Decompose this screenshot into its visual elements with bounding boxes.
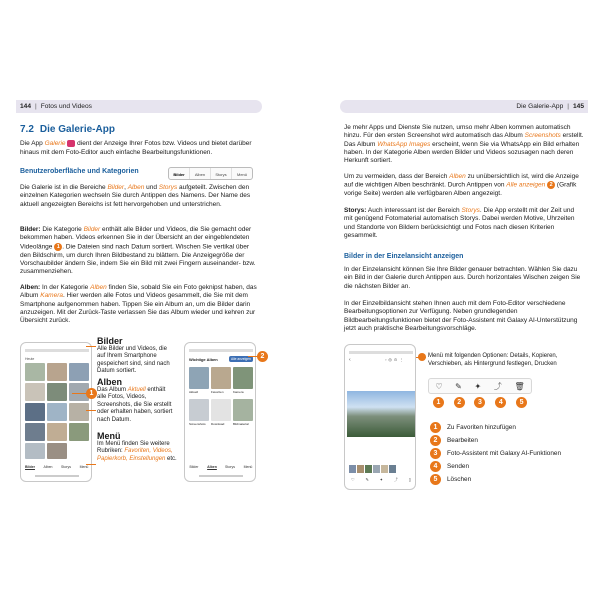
callout-menu [97, 433, 179, 463]
phone-tab-bilder[interactable]: Bilder [25, 465, 35, 469]
photo-thumbnail [47, 423, 67, 441]
tabstrip-item: Menü [236, 172, 247, 177]
callout-bilder [97, 338, 175, 376]
album-label: Kamera [233, 390, 244, 394]
label-storys: Storys: [344, 207, 367, 214]
paragraph-bilder [20, 226, 260, 277]
album-label: Bildmaterial [233, 422, 249, 426]
term-alben: Alben [90, 284, 107, 291]
phone-tab-alben[interactable]: Alben [43, 465, 53, 469]
trash-icon[interactable]: 🗑 [514, 381, 525, 391]
text: . Die Dateien sind nach Datum sortiert. Wischen Sie vertikal über den Bildschirm, um durch Ihren Bildbestand zu blättern. Die Anzeigegröße der Vorschaubilder ändern Sie, indem Sie ein Bild mit zwei Fingern auseinander- bzw. zusammenziehen. [20, 243, 256, 276]
pencil-icon[interactable]: ✎ [365, 477, 369, 482]
sparkle-icon[interactable]: ✦ [474, 381, 482, 391]
legend-text: Zu Favoriten hinzufügen [447, 424, 516, 431]
heart-icon[interactable]: ♡ [351, 477, 355, 482]
marker-2: 2 [257, 351, 268, 362]
text: aufgeteilt. Zwischen den einzelnen Kategorien wechseln Sie durch Antippen des Namens. Der Name des aktuell angezeigten Bereichs ist fett hervorgehoben und unterstrichen. [20, 184, 251, 208]
intro-text-a: Die App [20, 140, 45, 148]
heart-icon[interactable]: ♡ [435, 381, 443, 391]
connector-line [72, 393, 86, 394]
term-alle-anzeigen: Alle anzeigen [506, 182, 546, 190]
filmstrip [349, 465, 396, 473]
photo-thumbnail [47, 383, 67, 401]
text: zu unübersichtlich ist, wird die Anzeige auf die wichtigen Alben beschränkt. Durch Antippen von [344, 173, 579, 190]
text: erscheint, wenn Sie via WhatsApp ein Bild erhalten haben. In der Kategorie Alben werden Bilder und Videos sozusagen nach deren Herkunft sortiert. [344, 140, 580, 165]
paragraph-alle-anzeigen [344, 173, 584, 199]
photo-thumbnail [25, 363, 45, 381]
text: Die Kategorie [40, 226, 84, 233]
right-page-number: 145 [572, 103, 584, 110]
photo-thumbnail [25, 403, 45, 421]
film-thumb[interactable] [373, 465, 380, 473]
text: Je mehr Apps und Dienste Sie nutzen, umso mehr Alben kommen automatisch hinzu. Für den ersten Screenshot wird automatisch das Album [344, 124, 571, 140]
paragraph-apps-dienste [344, 124, 584, 165]
connector-line [248, 356, 257, 357]
film-thumb[interactable] [365, 465, 372, 473]
label-bilder: Bilder: [20, 226, 41, 233]
paragraph-bereiche [20, 184, 260, 209]
phone-tab-bilder[interactable]: Bilder [189, 465, 199, 469]
term-storys: Storys [461, 207, 480, 214]
tabstrip-item: Storys [211, 168, 232, 179]
legend-text: Foto-Assistent mit Galaxy AI-Funktionen [447, 450, 562, 457]
term-storys: Storys [158, 184, 178, 191]
icon-legend [430, 421, 590, 486]
film-thumb[interactable] [389, 465, 396, 473]
term-screenshots: Screenshots [524, 132, 561, 140]
phone-tab-storys[interactable]: Storys [61, 465, 71, 469]
subheading-benutzeroberflaeche: Benutzeroberfläche und Kategorien [20, 168, 139, 175]
phone-tab-storys[interactable]: Storys [225, 465, 235, 469]
share-icon[interactable]: ⤴ [493, 381, 502, 391]
term-bilder: Bilder [107, 184, 125, 191]
album-cover[interactable] [211, 399, 231, 421]
share-icon[interactable]: ⤴ [393, 477, 398, 482]
legend-text: Löschen [447, 476, 472, 483]
section-label-heute: Heute [25, 357, 35, 361]
text: erstellt. Das Album [344, 132, 584, 148]
toolbar-icons[interactable]: ▫◎⊙⋮ [385, 357, 406, 362]
icon-number-row [428, 397, 532, 408]
subheading-einzelansicht: Bilder in der Einzelansicht anzeigen [344, 253, 464, 260]
phone-screenshot-alben [184, 342, 256, 482]
intro-text-b: dient der Anzeige Ihrer Fotos bzw. Videos und bietet darüber hinaus mit dem Foto-Editor auch einfache Bearbeitungsfunktionen. [20, 140, 252, 156]
status-bar [25, 349, 89, 352]
callout-title: Bilder [97, 336, 123, 346]
section-title-text: Die Galerie-App [39, 124, 115, 135]
term-alben: Alben [449, 173, 466, 180]
sparkle-icon[interactable]: ✦ [379, 477, 384, 482]
back-arrow-icon[interactable]: ‹ [349, 357, 351, 363]
legend-text: Bearbeiten [447, 437, 478, 444]
text: enthält alle Bilder und Videos, die Sie gemacht oder bekommen haben. Videos erkennen Sie in der Übersicht an der eingeblendeten Videolänge [20, 226, 252, 251]
legend-item [430, 421, 590, 434]
legend-number: 2 [430, 435, 441, 446]
text: , [124, 184, 128, 191]
photo-thumbnail [47, 363, 67, 381]
text: Um zu vermeiden, dass der Bereich [344, 173, 450, 180]
phone-tab-menu[interactable]: Menü [79, 465, 89, 469]
text: etc. [165, 455, 177, 462]
paragraph-alben [20, 284, 260, 325]
photo-thumbnail [69, 363, 89, 381]
nav-bar [35, 475, 79, 477]
text: . Hier werden alle Fotos und Videos gesammelt, die Sie mit dem Smartphone aufgenommen haben. Tippen Sie ein Album an, um die Bilder darin anzuzeigen. Mit der Zurück-Taste verlassen Sie das Album wieder und kehren zur Übersicht zurück. [20, 292, 256, 325]
phone-actionbar [351, 477, 411, 483]
marker-1: 1 [54, 243, 62, 251]
tabstrip-item: Bilder [169, 168, 190, 179]
film-thumb[interactable] [381, 465, 388, 473]
phone-screenshot-bilder [20, 342, 92, 482]
marker-2: 2 [547, 181, 555, 189]
legend-text: Senden [447, 463, 470, 470]
album-cover[interactable] [233, 399, 253, 421]
legend-item [430, 460, 590, 473]
right-header-bar [340, 100, 588, 113]
legend-item [430, 447, 590, 460]
album-cover[interactable] [189, 367, 209, 389]
callout-alben [97, 379, 175, 425]
menu-options-callout: Menü mit folgenden Optionen: Details, Kopieren, Verschieben, als Hintergrund festlegen, Drucken [428, 353, 558, 367]
phone-tabbar [21, 465, 92, 469]
section-title [20, 124, 115, 135]
album-cover[interactable] [211, 367, 231, 389]
text: Die Galerie ist in die Bereiche [20, 184, 108, 191]
label-alben: Alben: [20, 284, 41, 291]
text: (Grafik vorige Seite) werden alle verfügbaren Alben angezeigt. [344, 182, 577, 198]
app-name-galerie: Galerie [44, 140, 66, 148]
photo-thumbnail [25, 383, 45, 401]
intro-paragraph [20, 140, 260, 157]
trash-icon[interactable]: ▯ [408, 477, 411, 482]
film-thumb[interactable] [349, 465, 356, 473]
photo-thumbnail [25, 423, 45, 441]
marker-1: 1 [433, 397, 444, 408]
wichtige-alben-title: Wichtige Alben [189, 357, 218, 362]
marker-3: 3 [474, 397, 485, 408]
text: Auch interessant ist der Bereich [366, 207, 462, 214]
callout-title: Alben [97, 377, 123, 387]
legend-number: 1 [430, 422, 441, 433]
legend-item [430, 473, 590, 486]
term-whatsapp-images: WhatsApp Images [377, 140, 431, 148]
right-page [300, 0, 600, 600]
album-label: Download [211, 422, 225, 426]
paragraph-einzelbildansicht: In der Einzelbildansicht stehen Ihnen auch mit dem Foto-Editor verschiedene Bearbeitungsoptionen zur Verfügung. Neben grundlegenden Bildbearbeitungsfunktionen bietet der Foto-Assistent mit Galaxy AI-Unterstützung jetzt auch praktische Bearbeitungsvorschläge. [344, 300, 578, 332]
text: In der Kategorie [40, 284, 91, 291]
pencil-icon[interactable]: ✎ [455, 381, 462, 391]
album-label: Favoriten [211, 390, 224, 394]
right-chapter-title: Die Galerie-App [516, 103, 564, 110]
text: enthält alle Fotos, Videos, Screenshots, die Sie erstellt oder erhalten haben, sortiert nach Datum. [97, 386, 173, 423]
album-cover[interactable] [189, 399, 209, 421]
header-separator: | [567, 103, 569, 110]
alle-anzeigen-button[interactable]: Alle anzeigen [231, 357, 251, 361]
tabstrip-item: Alben [190, 168, 211, 179]
callout-text: Alle Bilder und Videos, die auf Ihrem Smartphone gespeichert sind, sind nach Datum sortiert. [97, 345, 170, 375]
menu-dots-icon [418, 353, 426, 361]
tabstrip-image [168, 167, 253, 180]
film-thumb[interactable] [357, 465, 364, 473]
photo-thumbnail [47, 443, 67, 459]
photo-thumbnail [25, 443, 45, 459]
legend-item [430, 434, 590, 447]
marker-5: 5 [516, 397, 527, 408]
photo-thumbnail [69, 403, 89, 421]
mountain-photo [347, 391, 415, 437]
legend-number: 4 [430, 461, 441, 472]
paragraph-einzelansicht: In der Einzelansicht können Sie Ihre Bilder genauer betrachten. Wählen Sie dazu ein Bild in der Galerie durch Antippen aus. Durch horizontales Wischen zeigen Sie die nächsten Bilder an. [344, 266, 581, 290]
text: Das Album [97, 386, 128, 393]
nav-bar [199, 475, 243, 477]
section-number: 7.2 [20, 124, 34, 135]
menu-items-terms: Favoriten, Videos, Papierkorb, Einstellungen [97, 448, 173, 462]
connector-line [86, 464, 96, 465]
legend-number: 3 [430, 448, 441, 459]
callout-text [97, 387, 175, 425]
marker-1: 1 [86, 388, 97, 399]
status-bar [349, 351, 413, 354]
connector-line [86, 346, 96, 347]
text: Im Menü finden Sie weitere Rubriken: [97, 440, 170, 455]
text: finden Sie, sobald Sie ein Foto geknipst haben, das Album [20, 284, 257, 300]
left-header-bar [16, 100, 262, 113]
text: . Die App erstellt mit der Zeit und mit genügend Fotomaterial automatisch Storys. Dabei werden Motive, Uhrzeiten und Standorte von Bildern berücksichtigt und Fotos nach diesen Kriterien gesammelt. [344, 207, 575, 239]
text: und [144, 184, 159, 191]
photo-thumbnail [69, 423, 89, 441]
paragraph-storys [344, 207, 584, 240]
album-cover[interactable] [233, 367, 253, 389]
callout-title: Menü [97, 431, 121, 441]
status-bar [189, 349, 253, 352]
legend-number: 5 [430, 474, 441, 485]
phone-screenshot-einzelansicht [344, 344, 416, 490]
term-alben: Alben [127, 184, 145, 191]
left-chapter-title: Fotos und Videos [40, 103, 92, 110]
connector-line [86, 410, 96, 411]
photo-thumbnail [47, 403, 67, 421]
phone-tabbar [185, 465, 256, 469]
term-kamera: Kamera [40, 292, 63, 300]
term-aktuell: Aktuell [127, 386, 146, 393]
marker-4: 4 [495, 397, 506, 408]
phone-tab-alben[interactable]: Alben [207, 465, 217, 469]
callout-text [97, 441, 179, 464]
header-separator: | [35, 103, 37, 110]
phone-tab-menu[interactable]: Menü [243, 465, 253, 469]
left-page-number: 144 [20, 103, 32, 110]
term-bilder: Bilder [83, 226, 101, 233]
action-icons-zoom [428, 378, 532, 394]
marker-2: 2 [454, 397, 465, 408]
album-label: Screenshots [189, 422, 206, 426]
album-label: Aktuell [189, 390, 199, 394]
